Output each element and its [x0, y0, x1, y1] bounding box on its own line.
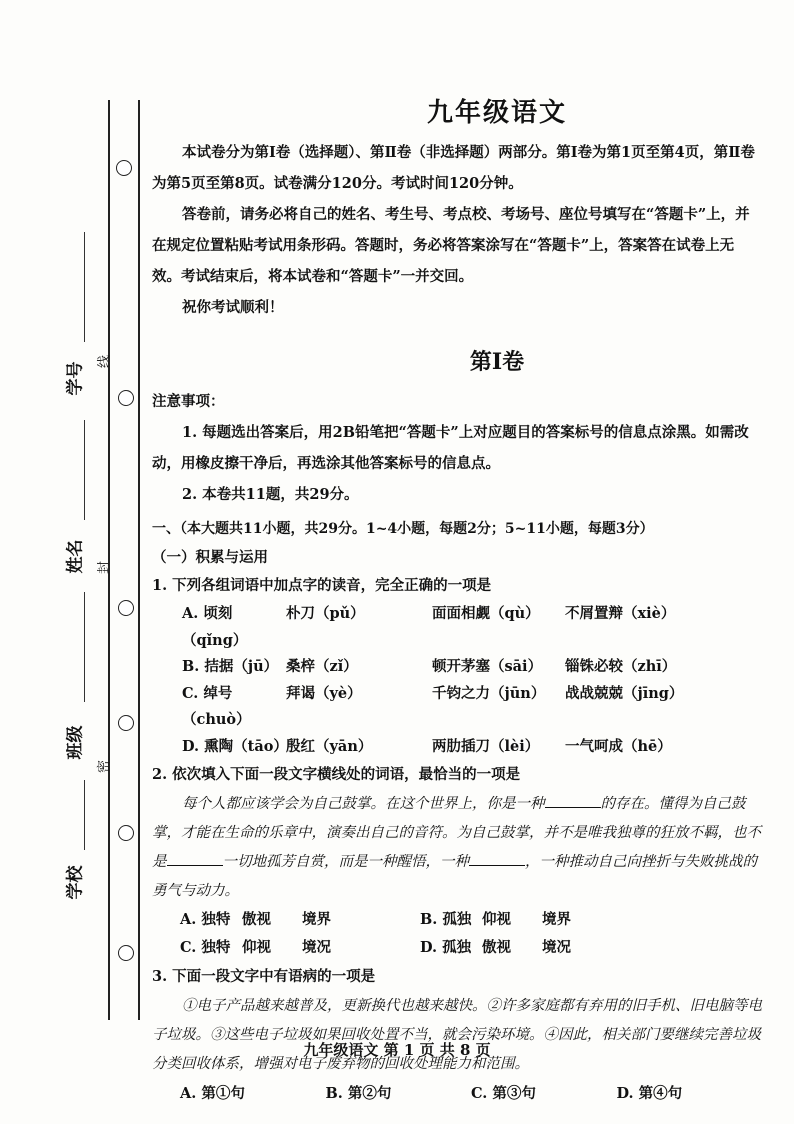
option-word: 傲视: [482, 939, 511, 956]
question-1-option: [152, 601, 762, 654]
student-id-label: 学号: [65, 361, 86, 396]
option-word: 一气呵成（hē）: [565, 737, 672, 755]
question-1-option: [152, 654, 762, 681]
option-word: C. 绰号（chuò）: [182, 684, 251, 728]
option-word: 面面相觑（qù）: [432, 605, 540, 622]
class-label: 班级: [65, 725, 86, 760]
option-word: 顿开茅塞（sāi）: [432, 658, 543, 675]
binding-hole: [118, 825, 134, 841]
option-word: 境况: [542, 939, 571, 956]
option-word: 桑梓（zǐ）: [286, 658, 358, 675]
option-word: 仰视: [242, 939, 271, 956]
binding-hole: [118, 600, 134, 616]
option-word: 境界: [302, 911, 331, 928]
binding-hole: [118, 390, 134, 406]
option-word: 境界: [542, 911, 571, 928]
question-1-option: [152, 734, 762, 761]
option-word: 千钧之力（jūn）: [432, 684, 546, 702]
answer-blank: [545, 793, 601, 808]
sub-part-heading: （一）积累与运用: [152, 549, 268, 566]
question-2-passage: [152, 790, 762, 906]
option-word: C. 独特: [180, 939, 231, 956]
question-2-option-row: [152, 934, 762, 962]
note-item: 1. 每题选出答案后，用2B铅笔把“答题卡”上对应题目的答案标号的信息点涂黑。如需改动，用橡皮擦干净后，再选涂其他答案标号的信息点。: [152, 424, 749, 472]
question-1-stem: 1. 下列各组词语中加点字的读音，完全正确的一项是: [152, 577, 492, 594]
binding-margin: [0, 0, 160, 1124]
option-word: D. 孤独: [420, 939, 472, 956]
option-word: 拜谒（yè）: [286, 684, 362, 702]
question-3-stem: 3. 下面一段文字中有语病的一项是: [152, 968, 376, 985]
cut-line-label: 密: [97, 759, 113, 774]
option-word: D. 熏陶（tāo）: [182, 737, 288, 755]
option-word: 殷红（yān）: [286, 737, 373, 755]
page-title: 九年级语文: [426, 98, 567, 128]
question-3-passage: ①电子产品越来越普及，更新换代也越来越快。②许多家庭都有弃用的旧手机、旧电脑等电子垃圾。③这些电子垃圾如果回收处置不当，就会污染环境。④因此，相关部门要继续完善垃圾分类回收体系，增强对电子废弃物的回收处理能力和范围。: [152, 998, 762, 1072]
intro-paragraph: 本试卷分为第Ⅰ卷（选择题）、第Ⅱ卷（非选择题）两部分。第Ⅰ卷为第1页至第4页，第Ⅱ卷为第5页至第8页。试卷满分120分。考试时间120分钟。: [152, 144, 755, 192]
passage-text: 每个人都应该学会为自己鼓掌。在这个世界上，你是一种: [182, 796, 545, 812]
option-word: B. 孤独: [420, 911, 472, 928]
option-word: 战战兢兢（jīng）: [565, 684, 684, 702]
name-label: 姓名: [65, 539, 86, 574]
option-word: 傲视: [242, 911, 271, 928]
cut-line-label: 封: [97, 560, 113, 575]
binding-hole: [118, 715, 134, 731]
part-one-heading: 一、（本大题共11小题，共29分。1~4小题，每题2分；5~11小题，每题3分）: [152, 521, 654, 537]
section-title: 第Ⅰ卷: [469, 349, 525, 375]
note-item: 2. 本卷共11题，共29分。: [182, 486, 359, 503]
passage-text: 的存在。懂得为自己鼓掌，才能在生命的乐章中，演奏出自己的音符。为自己鼓掌，并不是唯我独尊的狂放不羁，也不是: [152, 796, 761, 870]
option-word: A. 第①句: [180, 1085, 245, 1102]
name-line: [84, 420, 85, 520]
student-id-line: [84, 232, 85, 342]
page-footer: 九年级语文 第 1 页 共 8 页: [303, 1041, 491, 1059]
question-2-option-row: [152, 906, 762, 934]
school-label: 学校: [65, 865, 86, 900]
notes-heading: 注意事项：: [152, 393, 225, 410]
option-word: 仰视: [482, 911, 511, 928]
question-3-options: [152, 1079, 762, 1109]
answer-blank: [469, 851, 525, 866]
cut-line-label: 线: [97, 354, 113, 369]
option-word: B. 拮据（jū）: [182, 658, 279, 675]
intro-paragraph: 答卷前，请务必将自己的姓名、考生号、考点校、考场号、座位号填写在“答题卡”上，并在规定位置粘贴考试用条形码。答题时，务必将答案涂写在“答题卡”上，答案答在试卷上无效。考试结束后，将本试卷和“答题卡”一并交回。: [152, 206, 750, 285]
option-word: 两肋插刀（lèi）: [432, 737, 540, 755]
good-luck-text: 祝你考试顺利！: [182, 299, 284, 316]
option-word: 境况: [302, 939, 331, 956]
binding-line-right: [138, 100, 140, 1020]
question-2-stem: 2. 依次填入下面一段文字横线处的词语，最恰当的一项是: [152, 766, 521, 783]
exam-content: [152, 92, 762, 1109]
passage-text: 一切地孤芳自赏，而是一种醒悟，一种: [222, 854, 469, 870]
binding-hole: [116, 160, 132, 176]
option-word: 朴刀（pǔ）: [286, 605, 365, 622]
question-1-option: [152, 681, 762, 734]
school-line: [84, 780, 85, 850]
class-line: [84, 592, 85, 702]
option-word: A. 顷刻（qǐng）: [182, 605, 248, 649]
option-word: C. 第③句: [471, 1085, 536, 1102]
passage-text: ，一种推动自己向挫折与失败挑战的勇气与动力。: [152, 854, 757, 899]
option-word: D. 第④句: [616, 1085, 683, 1102]
answer-blank: [167, 851, 223, 866]
option-word: 不屑置辩（xiè）: [565, 605, 676, 622]
option-word: A. 独特: [180, 911, 231, 928]
binding-hole: [118, 945, 134, 961]
option-word: B. 第②句: [325, 1085, 392, 1102]
option-word: 锱铢必较（zhī）: [565, 658, 677, 675]
